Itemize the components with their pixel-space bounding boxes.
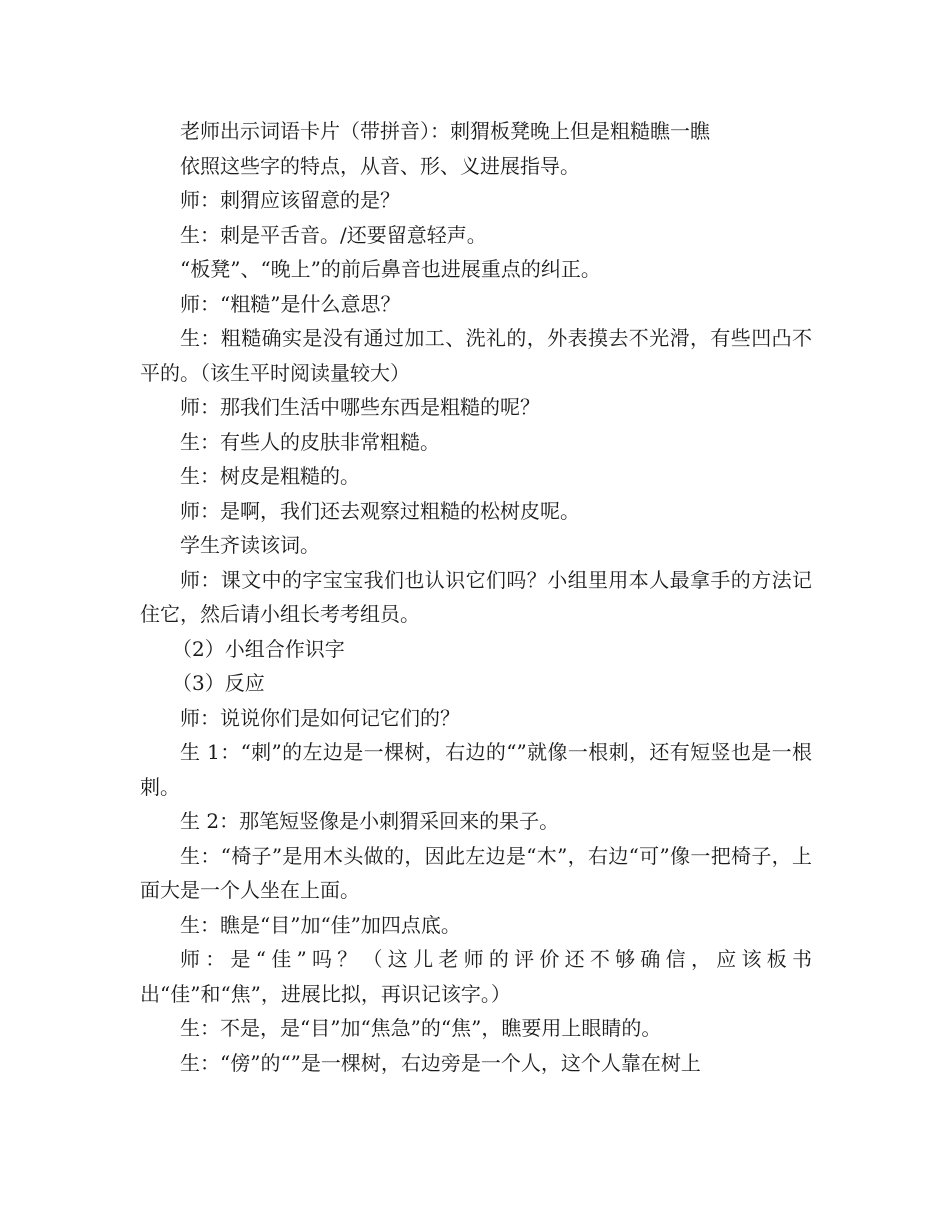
section-heading: （2）小组合作识字 — [172, 636, 345, 661]
section-heading: （3）反应 — [172, 671, 265, 695]
paragraph: 生：瞧是“目”加“佳”加四点底。 — [180, 912, 461, 937]
paragraph: 依照这些字的特点，从音、形、义进展指导。 — [180, 153, 580, 178]
paragraph: 生 2：那笔短竖像是小刺猬采回来的果子。 — [180, 809, 560, 833]
paragraph: 生：刺是平舌音。/还要留意轻声。 — [180, 222, 487, 247]
paragraph: 生：树皮是粗糙的。 — [180, 464, 360, 488]
paragraph: 生：“椅子”是用木头做的，因此左边是“木”，右边“可”像一把椅子，上面大是一个人坐在上面。 — [140, 843, 812, 902]
document-body — [140, 114, 812, 1080]
paragraph: 生 1：“刺”的左边是一棵树，右边的“”就像一根刺，还有短竖也是一根刺。 — [140, 740, 812, 799]
paragraph: 师：课文中的字宝宝我们也认识它们吗？小组里用本人最拿手的方法记住它，然后请小组长考考组员。 — [140, 567, 812, 626]
paragraph: 生：“傍”的“”是一棵树，右边旁是一个人，这个人靠在树上 — [180, 1050, 701, 1075]
paragraph: 师：说说你们是如何记它们的？ — [180, 705, 460, 730]
paragraph: 学生齐读该词。 — [180, 533, 320, 557]
paragraph: 师：刺猬应该留意的是？ — [180, 188, 400, 212]
paragraph: 师：“粗糙”是什么意思？ — [180, 291, 401, 316]
paragraph: 师：是“佳”吗？（这儿老师的评价还不够确信，应该板书出“佳”和“焦”，进展比拟，再识记该字。） — [140, 947, 812, 1006]
paragraph: “板凳”、“晚上”的前后鼻音也进展重点的纠正。 — [180, 257, 601, 281]
paragraph: 师：是啊，我们还去观察过粗糙的松树皮呢。 — [180, 498, 580, 523]
paragraph: 师：那我们生活中哪些东西是粗糙的呢？ — [180, 395, 540, 419]
paragraph: 生：不是，是“目”加“焦急”的“焦”，瞧要用上眼睛的。 — [180, 1016, 662, 1040]
paragraph: 老师出示词语卡片（带拼音）：刺猬板凳晚上但是粗糙瞧一瞧 — [180, 119, 710, 143]
paragraph: 生：粗糙确实是没有通过加工、洗礼的，外表摸去不光滑，有些凹凸不平的。（该生平时阅读量较大） — [140, 326, 812, 385]
paragraph: 生：有些人的皮肤非常粗糙。 — [180, 429, 440, 454]
